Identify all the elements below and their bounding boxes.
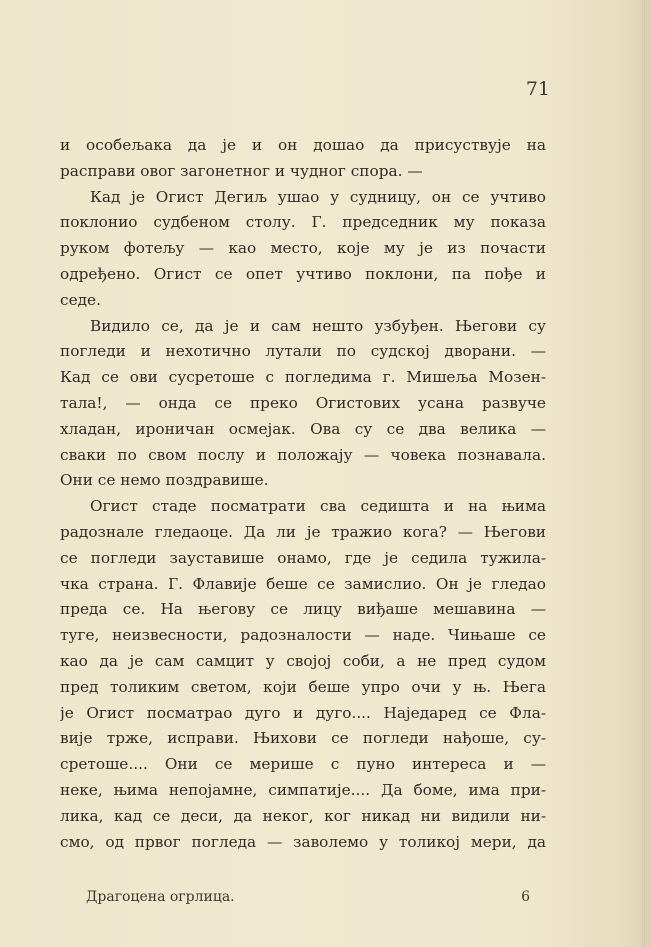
text-line: Кад је Огист Дегиљ ушао у судницу, он се учтиво	[90, 187, 546, 206]
text-line: Огист стаде посматрати сва седишта и на њима	[90, 497, 546, 516]
text-line: расправи овог загонетног и чудног спора. —	[60, 161, 423, 180]
text-line: вије трже, исправи. Њихови се погледи нађоше, су-	[60, 729, 546, 748]
body-text	[60, 133, 546, 855]
text-line: пред толиким светом, који беше упро очи у њ. Њега	[60, 677, 546, 696]
text-line: руком фотељу — као место, које му је из почасти	[60, 239, 546, 258]
text-line: тала!, — онда се преко Огистових усана развуче	[60, 393, 546, 412]
text-line: преда се. На његову се лицу виђаше мешавина —	[60, 600, 546, 619]
text-line: одређено. Огист се опет учтиво поклони, па пође и	[60, 264, 546, 283]
text-line: лика, кад се деси, да неког, ког никад ни видили ни-	[60, 806, 546, 825]
text-line: и особељака да је и он дошао да присуствује на	[60, 136, 546, 154]
text-line: Кад се ови сусретоше с погледима г. Мишеља Мозен-	[60, 368, 546, 387]
text-line: Они се немо поздравише.	[60, 471, 269, 490]
page-number: 71	[525, 78, 550, 100]
text-line: сретоше.... Они се мерише с пуно интереса и —	[60, 755, 546, 774]
text-line: сваки по свом послу и положају — човека познавала.	[60, 445, 546, 464]
text-line: поклонио судбеном столу. Г. председник му показа	[60, 213, 546, 232]
text-line: хладан, ироничан осмејак. Ова су се два велика —	[60, 419, 546, 438]
text-line: неке, њима непојамне, симпатије.... Да боме, има при-	[60, 780, 546, 799]
text-line: радознале гледаоце. Да ли је тражио кога? — Његови	[60, 522, 546, 541]
page-edge	[644, 0, 645, 947]
text-line: је Огист посматрао дуго и дуго.... Наједаред се Фла-	[60, 703, 546, 722]
footer-book-title: Драгоцена огрлица.	[86, 889, 235, 905]
text-line: седе.	[60, 290, 101, 309]
text-line: Видило се, да је и сам нешто узбуђен. Његови су	[90, 316, 546, 335]
text-line: као да је сам самцит у својој соби, а не пред судом	[60, 651, 546, 670]
footer-signature-mark: 6	[521, 889, 530, 905]
text-line: чка страна. Г. Флавије беше се замислио. Он је гледао	[60, 574, 546, 593]
text-line: погледи и нехотично лутали по судској дворани. —	[60, 342, 546, 361]
text-line: се погледи зауставише онамо, где је седила тужила-	[60, 548, 546, 567]
text-line: смо, од првог погледа — заволемо у толикој мери, да	[60, 832, 546, 851]
text-line: туге, неизвесности, радозналости — наде. Чињаше се	[60, 626, 546, 645]
